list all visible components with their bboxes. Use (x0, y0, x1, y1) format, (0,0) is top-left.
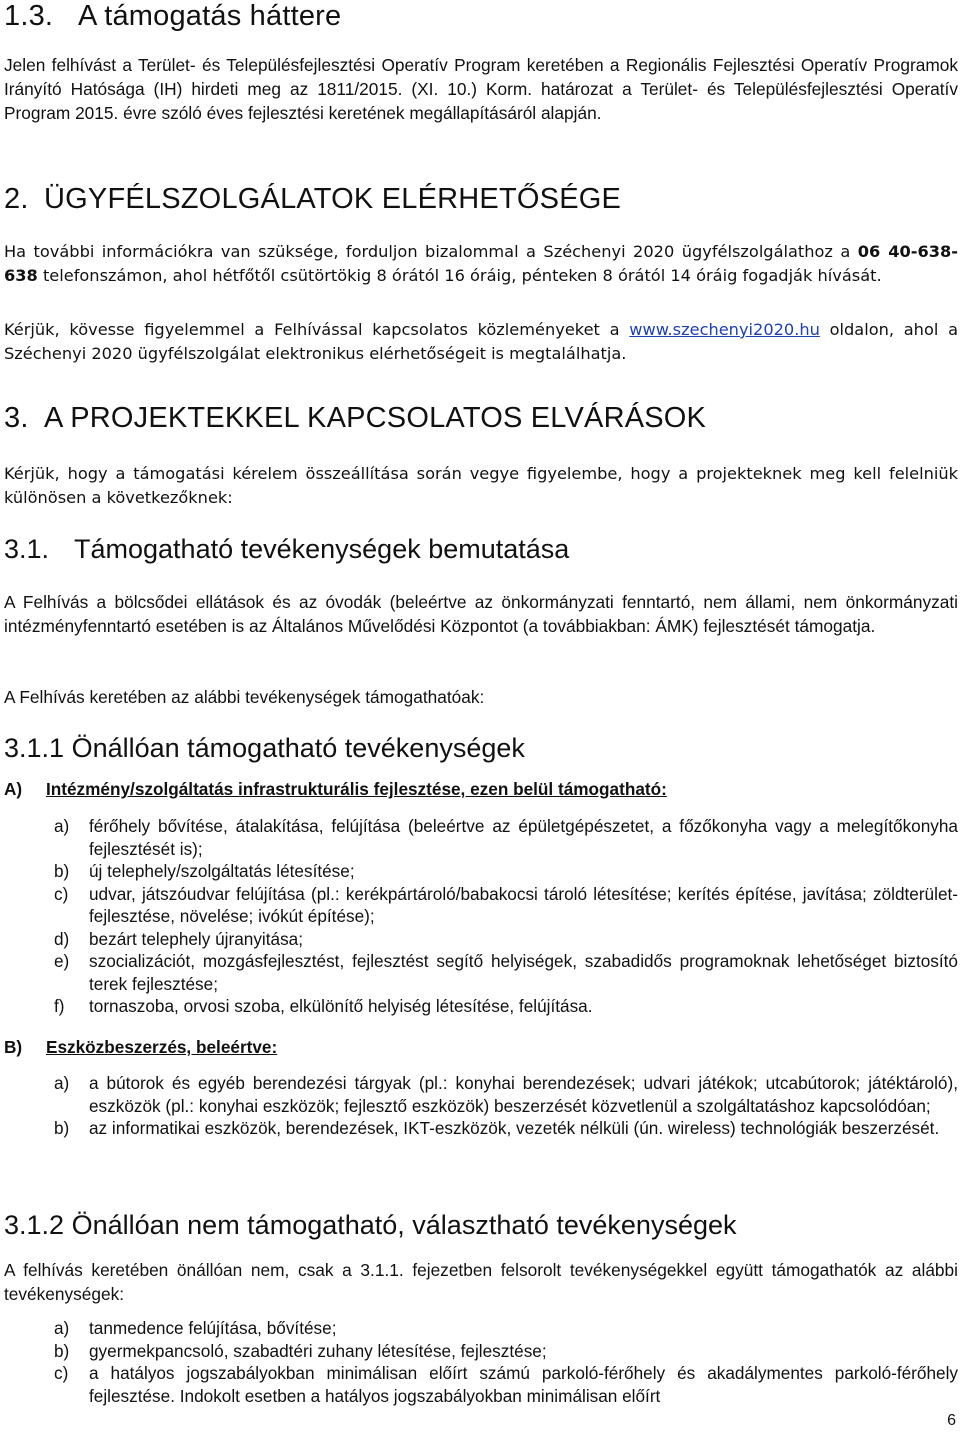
list-item-text: a bútorok és egyéb berendezési tárgyak (pl.: konyhai berendezések; udvari játékok; utcabútorok; játéktároló), eszközök (pl.: konyhai eszközök; fejlesztő eszközök) beszerzését közvetlenül a szolgáltatáshoz kapcsolódóan; (89, 1073, 958, 1116)
list-item-text: szocializációt, mozgásfejlesztést, fejlesztést segítő helyiségek, szabadidős programoknak lehetőséget biztosító terek fejlesztése; (89, 951, 958, 994)
heading-title: A támogatás háttere (78, 0, 342, 32)
list-item (54, 815, 958, 860)
optional-list (54, 1317, 958, 1407)
text: Kérjük, kövesse figyelemmel a Felhívással kapcsolatos közleményeket a (4, 320, 630, 339)
list-marker: f) (54, 996, 65, 1016)
heading-1-3 (4, 0, 956, 33)
group-b-list (54, 1072, 958, 1140)
list-marker: c) (54, 1363, 69, 1383)
heading-title: ÜGYFÉLSZOLGÁLATOK ELÉRHETŐSÉGE (44, 183, 622, 215)
text: Ha további információkra van szüksége, forduljon bizalommal a Széchenyi 2020 ügyfélszolgálathoz a (4, 242, 858, 261)
list-item-text: új telephely/szolgáltatás létesítése; (89, 861, 355, 881)
list-item-text: bezárt telephely újranyitása; (89, 928, 304, 949)
group-letter: B) (4, 1037, 23, 1057)
list-item (54, 1317, 958, 1340)
list-item (54, 950, 958, 995)
heading-number: 3.1.1 (4, 733, 65, 763)
heading-3-1-2 (4, 1210, 956, 1241)
group-letter: A) (4, 779, 23, 799)
heading-title: Támogatható tevékenységek bemutatása (74, 534, 570, 564)
list-item-text: a hatályos jogszabályokban minimálisan előírt számú parkoló-férőhely és akadálymentes parkoló-férőhely fejlesztése. Indokolt esetben a hatályos jogszabályokban minimálisan előírt (89, 1363, 958, 1406)
list-item (54, 1340, 958, 1363)
heading-number: 1.3. (4, 0, 54, 32)
paragraph-announcements (4, 318, 958, 365)
page-number: 6 (947, 1412, 956, 1429)
list-marker: e) (54, 951, 70, 971)
heading-number: 3.1. (4, 534, 50, 564)
list-item-text: gyermekpancsoló, szabadtéri zuhany létesítése, fejlesztése; (89, 1340, 547, 1361)
list-marker: b) (54, 1118, 70, 1138)
list-marker: d) (54, 928, 70, 949)
list-item-text: tanmedence felújítása, bővítése; (89, 1318, 337, 1338)
list-item-text: az informatikai eszközök, berendezések, IKT-eszközök, vezeték nélküli (ún. wireless) technológiák beszerzését. (89, 1118, 940, 1138)
website-link[interactable]: www.szechenyi2020.hu (629, 320, 820, 339)
list-item-text: férőhely bővítése, átalakítása, felújítása (beleértve az épületgépészetet, a főzőkonyha vagy a melegítőkonyha fejlesztését is); (89, 816, 958, 859)
list-marker: c) (54, 883, 69, 904)
list-item (54, 1117, 958, 1140)
group-title: Eszközbeszerzés, beleértve: (46, 1037, 278, 1057)
heading-3-1-1 (4, 733, 956, 764)
group-b-heading (4, 1035, 958, 1059)
list-item-text: udvar, játszóudvar felújítása (pl.: kerékpártároló/babakocsi tároló létesítése; kerítés építése, javítása; zöldterület-fejlesztése, növelése; ivókút építése); (89, 883, 958, 926)
phone-number: 06 40-638-638 (4, 242, 958, 285)
heading-3 (4, 402, 956, 435)
list-item (54, 860, 958, 883)
heading-title: Önállóan támogatható tevékenységek (71, 733, 525, 763)
paragraph-background: Jelen felhívást a Terület- és Településfejlesztési Operatív Program keretében a Regionális Fejlesztési Operatív Programok Irányító Hatósága (IH) hirdeti meg az 1811/2015. (XI. 10.) Korm. határozat a Terület- és Településfejlesztési Operatív Program 2015. évre szóló éves fejlesztési keretének megállapításáról alapján. (4, 55, 958, 123)
list-item (54, 928, 958, 951)
list-item (54, 883, 958, 928)
heading-number: 2. (4, 183, 29, 215)
list-item (54, 995, 958, 1018)
heading-title: Önállóan nem támogatható, választható tevékenységek (71, 1210, 737, 1240)
list-marker: a) (54, 1073, 70, 1093)
paragraph-activities-intro: A Felhívás keretében az alábbi tevékenységek támogathatóak: (4, 687, 485, 707)
heading-number: 3.1.2 (4, 1210, 65, 1240)
list-item (54, 1072, 958, 1117)
list-marker: b) (54, 1340, 70, 1361)
text: oldalon, ahol a Széchenyi 2020 ügyfélszolgálat elektronikus elérhetőségeit is megtalálhatja. (4, 320, 959, 363)
paragraph-helpdesk (4, 240, 958, 287)
heading-title: A PROJEKTEKKEL KAPCSOLATOS ELVÁRÁSOK (44, 402, 707, 434)
heading-3-1 (4, 534, 956, 565)
heading-2 (4, 183, 956, 216)
group-title: Intézmény/szolgáltatás infrastrukturális fejlesztése, ezen belül támogatható: (46, 779, 667, 799)
list-item-text: tornaszoba, orvosi szoba, elkülönítő helyiség létesítése, felújítása. (89, 996, 593, 1016)
group-a-list (54, 815, 958, 1018)
list-marker: a) (54, 1318, 70, 1338)
paragraph-optional: A felhívás keretében önállóan nem, csak a 3.1.1. fejezetben felsorolt tevékenységekkel együtt támogathatók az alábbi tevékenységek: (4, 1260, 958, 1304)
list-item (54, 1362, 958, 1407)
heading-number: 3. (4, 402, 29, 434)
text: telefonszámon, ahol hétfőtől csütörtökig 8 órától 16 óráig, pénteken 8 órától 14 óráig fogadják hívását. (37, 265, 882, 285)
list-marker: b) (54, 861, 70, 881)
list-marker: a) (54, 816, 70, 836)
group-a-heading (4, 777, 958, 801)
paragraph-expectations: Kérjük, hogy a támogatási kérelem összeállítása során vegye figyelembe, hogy a projekteknek meg kell felelniük különösen a következőknek: (4, 464, 958, 507)
paragraph-supported: A Felhívás a bölcsődei ellátások és az óvodák (beleértve az önkormányzati fenntartó, nem állami, nem önkormányzati intézményfenntartó esetében is az Általános Művelődési Központot (a továbbiakban: ÁMK) fejlesztését támogatja. (4, 592, 958, 636)
